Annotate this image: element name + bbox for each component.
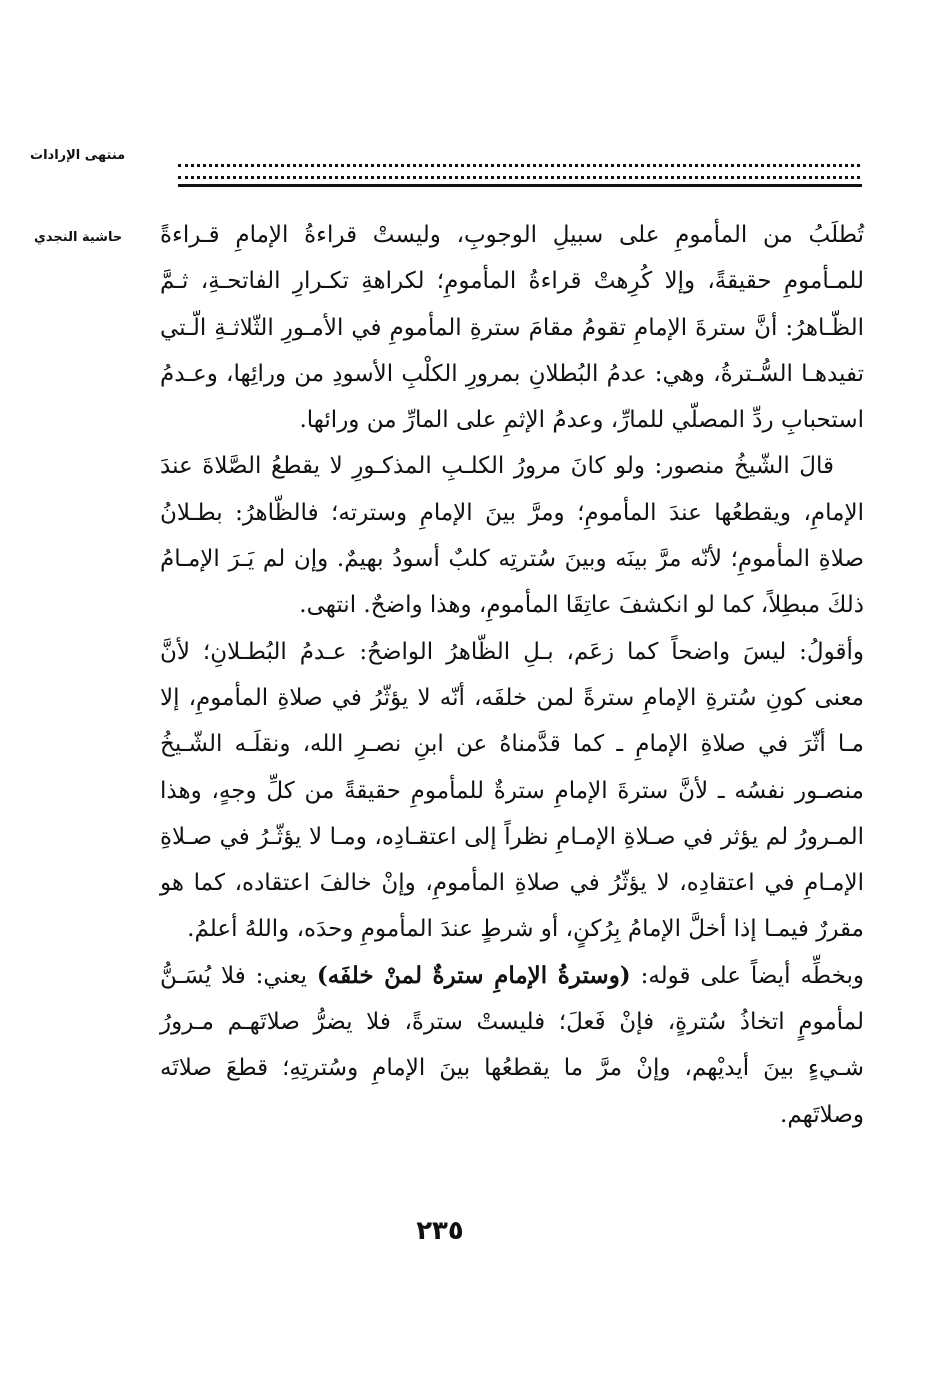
header-rule bbox=[178, 184, 862, 187]
side-label: حاشية النجدي bbox=[34, 230, 123, 245]
quoted-matn: (وسترةُ الإمامِ سترةٌ لمنْ خلفَه) bbox=[316, 961, 631, 989]
paragraph-3: وأقولُ: ليسَ واضحاً كما زعَم، بـلِ الظّاهرُ الواضحُ: عـدمُ البُطـلانِ؛ لأنَّ معنى كونِ سُترةِ الإمامِ سترةً لمن خلفَه، أنّه لا يؤثّرُ في صلاةِ المأمومِ، إلا مـا أثّرَ في صلاةِ الإمامِ ـ كما قدَّمناهُ عن ابنِ نصـرِ الله، ونقلَـه الشّـيخُ منصـور نفسُه ـ لأنَّ سترةَ الإمامِ سترةٌ للمأمومِ حقيقةً من كلِّ وجهٍ، وهذا المـرورُ لم يؤثر في صـلاةِ الإمـامِ نظراً إلى اعتقـادِه، ومـا لا يؤثّـرُ في صـلاةِ الإمـامِ في اعتقادِه، لا يؤثّرُ في صلاةِ المأمومِ، وإنْ خالفَ اعتقاده، كما هو مقررٌ فيمـا إذا أخلَّ الإمامُ بِرُكنٍ، أو شرطٍ عندَ المأمومِ وحدَه، واللهُ أعلمُ. bbox=[160, 638, 864, 943]
paragraph-4-rest: يعني: فلا يُسَـنُّ لمأمومٍ اتخاذُ سُترةٍ، فإنْ فَعلَ؛ فليستْ سترةً، فلا يضرُّ صلاتَهـم مـرورُ شـيءٍ بينَ أيديْهم، وإنْ مرَّ ما يقطعُها بينَ الإمامِ وسُترتِهِ؛ قطعَ صلاتَه وصلاتَهم. bbox=[160, 962, 864, 1128]
page-number: ٢٣٥ bbox=[416, 1216, 464, 1246]
paragraph-4-lead: وبخطِّه أيضاً على قوله: bbox=[630, 962, 865, 989]
body-text bbox=[160, 212, 864, 1138]
running-header-book-title: منتهى الإرادات bbox=[30, 148, 126, 163]
paragraph-1: تُطلَبُ من المأمومِ على سبيلِ الوجوبِ، وليستْ قراءةُ الإمامِ قـراءةً للمـأمومِ حقيقةً، وإلا كُرِهتْ قراءةُ المأمومِ؛ لكراهةِ تكـرارِ الفاتحـةِ، ثـمَّ الظّـاهرُ: أنَّ سترةَ الإمامِ تقومُ مقامَ سترةِ المأمومِ في الأمـورِ الثّلاثـةِ الّـتي تفيدهـا السُّـترةُ، وهي: عدمُ البُطلانِ بمرورِ الكلْبِ الأسودِ من ورائِها، وعـدمُ استحبابِ ردِّ المصلّي للمارِّ، وعدمُ الإثمِ على المارِّ من ورائها. bbox=[160, 222, 864, 434]
paragraph-4 bbox=[160, 953, 864, 1138]
header-dotted-line bbox=[178, 150, 860, 167]
paragraph-2: قالَ الشّيخُ منصور: ولو كانَ مرورُ الكلـبِ المذكـورِ لا يقطعُ الصَّلاةَ عندَ الإمامِ، ويقطعُها عندَ المأمومِ؛ ومرَّ بينَ الإمامِ وسترته؛ فالظّاهرُ: بطـلانُ صلاةِ المأمومِ؛ لأنّه مرَّ بينَه وبينَ سُترتِه كلبٌ أسودُ بهيمٌ. وإن لم يَـرَ الإمـامُ ذلكَ مبطِلاً، كما لو انكشفَ عاتِقَا المأمومِ، وهذا واضحٌ. انتهى. bbox=[160, 453, 864, 619]
header-dotted-line-2 bbox=[178, 170, 860, 179]
